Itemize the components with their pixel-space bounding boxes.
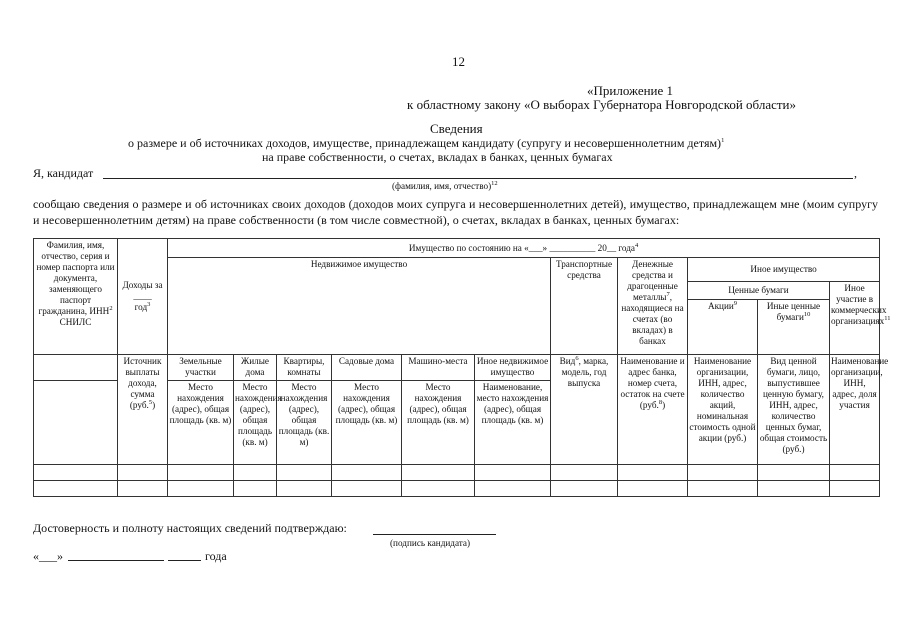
page-number: 12 (452, 54, 465, 69)
document-subtitle: о размере и об источниках доходов, имуществе, принадлежащем кандидату (супругу и несовершеннолетним детям)$^1$ (128, 136, 725, 150)
other-securities-header: Иные ценные бумаги$^{10}$ (758, 300, 830, 355)
document-subtitle-line2: на праве собственности, о счетах, вкладах в банках, ценных бумагах (262, 150, 613, 164)
appendix-title: «Приложение 1 (587, 83, 674, 98)
transport-header: Транспортные средства (551, 258, 618, 355)
land-header: Земельные участки (168, 355, 234, 381)
land-desc: Место нахождения (адрес), общая площадь (кв. м) (168, 381, 234, 465)
statement-text: сообщаю сведения о размере и об источниках своих доходов (доходов моих супруга и несовершеннолетних детей), имущество, принадлежащем мне (моим супругу и несовершеннолетним детям) на праве собственности (в том числе совместной), о счетах, вкладах в банках, ценных бумагах: (33, 197, 878, 227)
col-person-header: Фамилия, имя, отчество, серия и номер паспорта или документа, заменяющего паспорт гражданина, ИНН$^2$ СНИЛС (34, 239, 118, 355)
money-header: Денежные средства и драгоценные металлы$^7$, находящиеся на счетах (во вкладах) в банках (618, 258, 688, 355)
transport-desc: Вид$^6$, марка, модель, год выпуска (551, 355, 618, 465)
money-desc: Наименование и адрес банка, номер счета, остаток на счете (руб.$^8$) (618, 355, 688, 465)
houses-desc: Место нахождения (адрес), общая площадь (кв. м) (234, 381, 277, 465)
date-day: «___» (33, 549, 63, 563)
table-row (34, 465, 880, 481)
person-cell (34, 355, 118, 381)
apartments-desc: Место нахождения (адрес), общая площадь (кв. м) (277, 381, 332, 465)
securities-header: Ценные бумаги (688, 282, 830, 300)
confirm-text: Достоверность и полноту настоящих сведений подтверждаю: (33, 521, 347, 535)
candidate-name-line (103, 178, 853, 179)
apartments-header: Квартиры, комнаты (277, 355, 332, 381)
parking-desc: Место нахождения (адрес), общая площадь (кв. м) (402, 381, 475, 465)
date-year-label: года (205, 549, 227, 563)
garden-desc: Место нахождения (адрес), общая площадь (кв. м) (332, 381, 402, 465)
garden-header: Садовые дома (332, 355, 402, 381)
date-month-line (68, 560, 164, 561)
signature-line (373, 534, 496, 535)
property-header: Имущество по состоянию на «___» __________ 20__ года$^4$ (168, 239, 880, 258)
table-row (34, 481, 880, 497)
appendix-law-reference: к областному закону «О выборах Губернатора Новгородской области» (407, 97, 797, 112)
property-table (33, 238, 891, 497)
parking-header: Машино-места (402, 355, 475, 381)
date-year-line (168, 560, 201, 561)
shares-header: Акции$^9$ (688, 300, 758, 355)
income-source-header: Источник выплаты дохода, сумма (руб.$^5$) (118, 355, 168, 465)
document-title: Сведения (430, 121, 483, 136)
candidate-name-caption: (фамилия, имя, отчество)$^{12}$ (392, 179, 498, 191)
candidate-comma: , (854, 166, 857, 180)
other-securities-desc: Вид ценной бумаги, лицо, выпустившее ценную бумагу, ИНН, адрес, количество ценных бумаг, общая стоимость (руб.) (758, 355, 830, 465)
houses-header: Жилые дома (234, 355, 277, 381)
candidate-label: Я, кандидат (33, 166, 94, 180)
col-income-header: Доходы за ____ год$^3$ (118, 239, 168, 355)
person-cell (34, 381, 118, 465)
participation-desc: Наименование организации, ИНН, адрес, доля участия (830, 355, 880, 465)
other-participation-header: Иное участие в коммерческих организациях$^{11}$ (830, 282, 880, 355)
signature-caption: (подпись кандидата) (390, 538, 471, 548)
shares-desc: Наименование организации, ИНН, адрес, количество акций, номинальная стоимость одной акции (руб.) (688, 355, 758, 465)
other-real-header: Иное недвижимое имущество (475, 355, 551, 381)
real-estate-header: Недвижимое имущество (168, 258, 551, 355)
other-real-desc: Наименование, место нахождения (адрес), общая площадь (кв. м) (475, 381, 551, 465)
other-property-header: Иное имущество (688, 258, 880, 282)
